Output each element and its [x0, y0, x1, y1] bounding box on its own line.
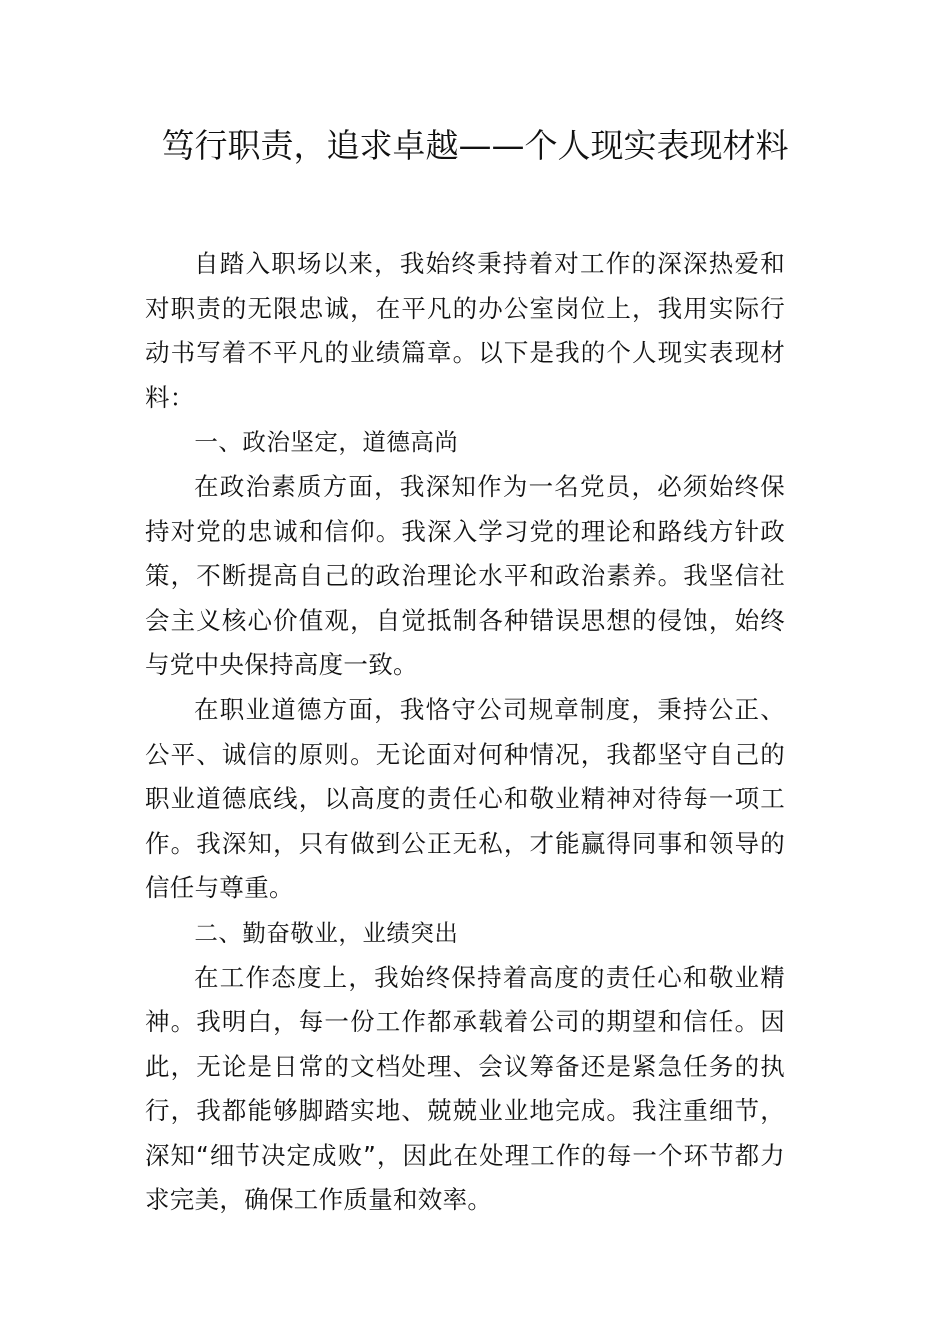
- paragraph-work-attitude: 在工作态度上，我始终保持着高度的责任心和敬业精神。我明白，每一份工作都承载着公司的期望和信任。因此，无论是日常的文档处理、会议筹备还是紧急任务的执行，我都能够脚踏实地、兢兢业业地完成。我注重细节，深知“细节决定成败”，因此在处理工作的每一个环节都力求完美，确保工作质量和效率。: [145, 962, 785, 1215]
- paragraph-political-quality: 在政治素质方面，我深知作为一名党员，必须始终保持对党的忠诚和信仰。我深入学习党的理论和路线方针政策，不断提高自己的政治理论水平和政治素养。我坚信社会主义核心价值观，自觉抵制各种错误思想的侵蚀，始终与党中央保持高度一致。: [145, 471, 785, 680]
- document-title: 笃行职责，追求卓越——个人现实表现材料: [161, 126, 789, 165]
- paragraph-professional-ethics: 在职业道德方面，我恪守公司规章制度，秉持公正、公平、诚信的原则。无论面对何种情况，我都坚守自己的职业道德底线，以高度的责任心和敬业精神对待每一项工作。我深知，只有做到公正无私，才能赢得同事和领导的信任与尊重。: [145, 694, 785, 903]
- section-heading-2: 二、勤奋敬业，业绩突出: [194, 918, 459, 947]
- section-heading-1: 一、政治坚定，道德高尚: [194, 428, 459, 457]
- document-body: [145, 242, 785, 1223]
- paragraph-intro: 自踏入职场以来，我始终秉持着对工作的深深热爱和对职责的无限忠诚，在平凡的办公室岗位上，我用实际行动书写着不平凡的业绩篇章。以下是我的个人现实表现材料：: [145, 249, 785, 412]
